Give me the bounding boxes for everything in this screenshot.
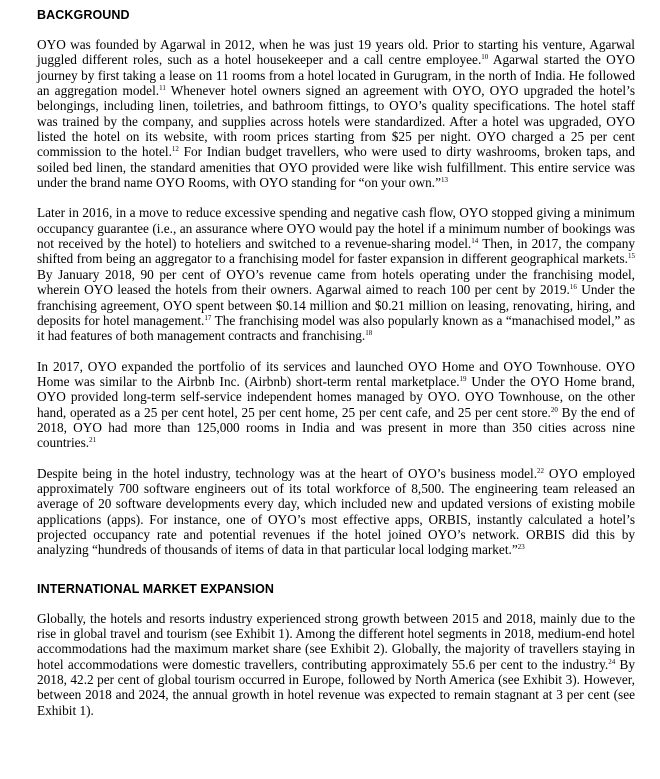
footnote-ref: 19 (459, 374, 467, 383)
paragraph: Globally, the hotels and resorts industry experienced strong growth between 2015 and 2018, mainly due to the rise in global travel and tourism (see Exhibit 1). Among the different hotel segments in 2018, medium-end hotel accommodations had the maximum market share (see Exhibit 2). Globally, the majority of travellers staying in hotel accommodations were domestic travellers, contributing approximately 55.6 per cent to the industry.$^{24}$ By 2018, 42.2 per cent of global tourism occurred in Europe, followed by North America (see Exhibit 3). However, between 2018 and 2024, the annual growth in hotel revenue was expected to remain stagnant at 3 per cent (see Exhibit 1). (37, 610, 635, 718)
footnote-ref: 10 (481, 53, 489, 62)
footnote-ref: 22 (537, 466, 545, 475)
footnote-ref: 24 (608, 657, 616, 666)
footnote-ref: 11 (159, 84, 166, 93)
footnote-ref: 17 (204, 313, 212, 322)
section-heading-international-market-expansion: INTERNATIONAL MARKET EXPANSION (37, 581, 275, 596)
section-heading-background: BACKGROUND (37, 8, 130, 22)
paragraph: Despite being in the hotel industry, technology was at the heart of OYO’s business model.$^{22}$ OYO employed approximately 700 software engineers out of its total workforce of 8,500. The engineering team released an average of 20 software developments every day, which included new and updated versions of existing mobile applications (apps). For instance, one of OYO’s most effective apps, ORBIS, instantly calculated a hotel’s projected occupancy rate and potential revenues if the hotel joined OYO’s network. ORBIS did this by analyzing “hundreds of thousands of items of data in that particular local lodging market.”$^{23}$ (37, 465, 635, 558)
footnote-ref: 18 (365, 329, 373, 338)
paragraph: OYO was founded by Agarwal in 2012, when he was just 19 years old. Prior to starting his venture, Agarwal juggled different roles, such as a hotel housekeeper and a call centre employee.$^{10}$ Agarwal started the OYO journey by first taking a lease on 11 rooms from a hotel located in Gurugram, in the north of India. He followed an aggregation model.$^{11}$ Whenever hotel owners signed an agreement with OYO, OYO upgraded the hotel’s belongings, including linen, toiletries, and bathroom fittings, to OYO’s quality specifications. The hotel staff was trained by the company, and supplies across hotels were standardized. After a hotel was upgraded, OYO listed the hotel on its website, with room prices starting from $25 per night. OYO charged a 25 per cent commission to the hotel.$^{12}$ For Indian budget travellers, who were used to dirty washrooms, broken taps, and soiled bed linen, the standard amenities that OYO provided were like wish fulfillment. This entire service was under the brand name OYO Rooms, with OYO standing for “on your own.”$^{13}$ (37, 37, 635, 191)
footnote-ref: 12 (171, 145, 179, 154)
footnote-ref: 16 (569, 283, 577, 292)
paragraph: Later in 2016, in a move to reduce excessive spending and negative cash flow, OYO stopped giving a minimum occupancy guarantee (i.e., an assurance where OYO would pay the hotel if a minimum number of bookings was not received by the hotel) to hoteliers and switched to a revenue-sharing model.$^{14}$ Then, in 2017, the company shifted from being an aggregator to a franchising model for faster expansion in different geographical markets.$^{15}$ By January 2018, 90 per cent of OYO’s revenue came from hotels operating under the franchising model, wherein OYO leased the hotels from their owners. Agarwal aimed to reach 100 per cent by 2019.16 Under the franchising agreement, OYO spent between $0.14 million and $0.21 million on leasing, renovating, hiring, and deposits for hotel management.$^{17}$ The franchising model was also popularly known as a “manachised model,” as it had features of both management contracts and franchising.$^{18}$ (37, 205, 636, 344)
footnote-ref: 13 (441, 176, 449, 185)
footnote-ref: 23 (517, 543, 525, 552)
footnote-ref: 15 (628, 252, 635, 261)
footnote-ref: 20 (550, 405, 558, 414)
footnote-ref: 14 (471, 237, 479, 246)
document-page (37, 8, 635, 718)
paragraph: In 2017, OYO expanded the portfolio of its services and launched OYO Home and OYO Townhouse. OYO Home was similar to the Airbnb Inc. (Airbnb) short-term rental marketplace.$^{19}$ Under the OYO Home brand, OYO provided long-term self-service independent homes managed by OYO. OYO Townhouse, on the other hand, operated as a 25 per cent hotel, 25 per cent home, 25 per cent cafe, and 25 per cent store.$^{20}$ By the end of 2018, OYO had more than 125,000 rooms in India and was present in more than 350 cities across nine countries.$^{21}$ (37, 358, 635, 451)
footnote-ref: 21 (89, 436, 97, 445)
